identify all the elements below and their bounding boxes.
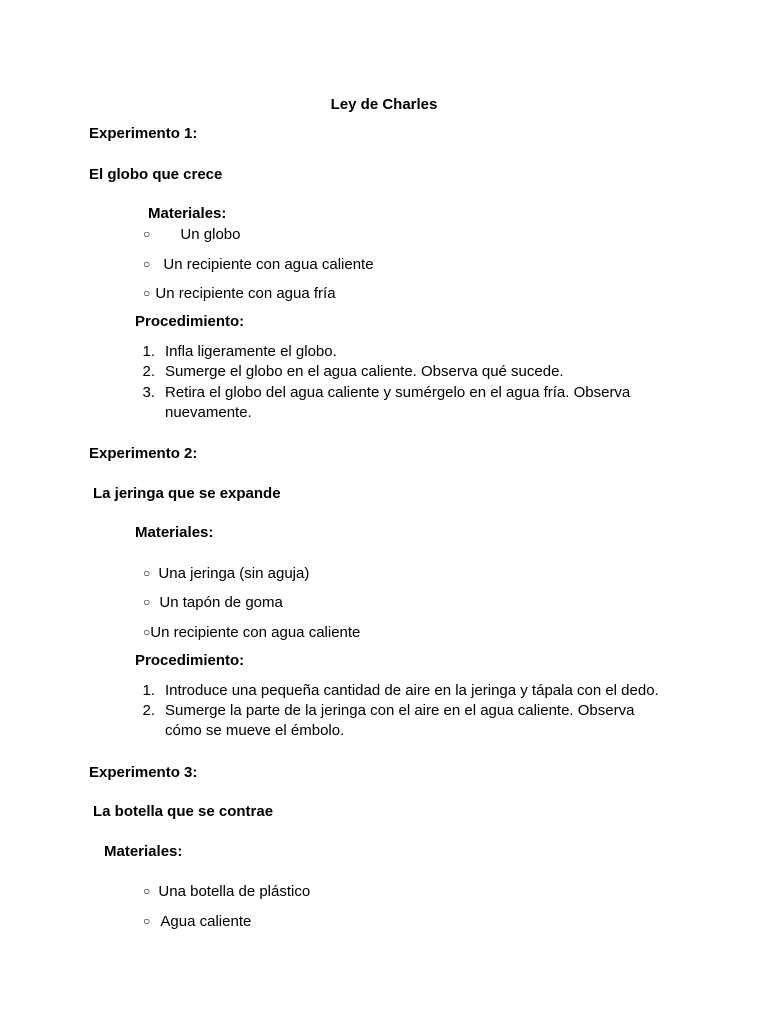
experiment-3-heading: Experimento 3: xyxy=(89,764,198,781)
bullet-icon: ○ xyxy=(143,595,151,609)
bullet-icon: ○ xyxy=(143,227,151,241)
list-item: 2. Sumerge la parte de la jeringa con el aire en el agua caliente. Observa xyxy=(135,702,695,720)
experiment-2-procedure-label: Procedimiento: xyxy=(135,652,245,669)
bullet-icon: ○ xyxy=(143,286,151,300)
list-item: 1. Infla ligeramente el globo. xyxy=(135,343,655,361)
bullet-icon: ○ xyxy=(143,566,151,580)
list-item: 3. Retira el globo del agua caliente y sumérgelo en el agua fría. Observa xyxy=(135,384,655,402)
experiment-3-name: La botella que se contrae xyxy=(93,803,274,820)
page-title: Ley de Charles xyxy=(330,96,438,113)
list-item-continuation: nuevamente. xyxy=(165,404,252,421)
list-item: ○Un recipiente con agua caliente xyxy=(143,624,361,641)
list-item: 2. Sumerge el globo en el agua caliente. Observa qué sucede. xyxy=(135,363,655,381)
list-item: ○ Un globo xyxy=(143,226,241,243)
step-number: 2. xyxy=(142,363,155,380)
list-item-continuation: cómo se mueve el émbolo. xyxy=(165,722,345,739)
step-number: 3. xyxy=(142,384,155,401)
bullet-icon: ○ xyxy=(143,914,151,928)
experiment-1-procedure-label: Procedimiento: xyxy=(135,313,245,330)
experiment-2-heading: Experimento 2: xyxy=(89,445,198,462)
list-item: ○ Un tapón de goma xyxy=(143,594,283,611)
list-item: 1. Introduce una pequeña cantidad de aire en la jeringa y tápala con el dedo. xyxy=(135,682,695,700)
list-item: ○ Una jeringa (sin aguja) xyxy=(143,565,310,582)
experiment-1-name: El globo que crece xyxy=(89,166,223,183)
bullet-icon: ○ xyxy=(143,625,151,639)
list-item: ○ Agua caliente xyxy=(143,913,252,930)
experiment-3-materials-label: Materiales: xyxy=(104,843,183,860)
bullet-icon: ○ xyxy=(143,257,151,271)
experiment-1-heading: Experimento 1: xyxy=(89,125,198,142)
bullet-icon: ○ xyxy=(143,884,151,898)
experiment-2-name: La jeringa que se expande xyxy=(93,485,281,502)
list-item: ○ Un recipiente con agua caliente xyxy=(143,256,374,273)
step-number: 1. xyxy=(142,343,155,360)
experiment-2-materials-label: Materiales: xyxy=(135,524,214,541)
step-number: 1. xyxy=(142,682,155,699)
step-number: 2. xyxy=(142,702,155,719)
list-item: ○ Una botella de plástico xyxy=(143,883,311,900)
list-item: ○ Un recipiente con agua fría xyxy=(143,285,336,302)
experiment-1-materials-label: Materiales: xyxy=(148,205,227,222)
